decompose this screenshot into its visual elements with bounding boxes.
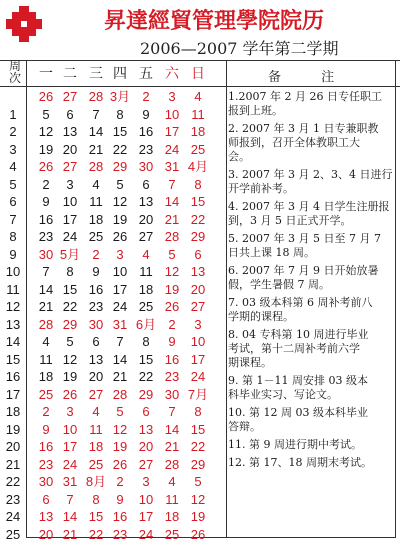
date-cell: 8 xyxy=(116,106,124,122)
date-cell: 20 xyxy=(138,439,154,454)
date-cell: 6 xyxy=(194,246,202,262)
week-header-line2: 次 xyxy=(8,71,21,85)
note-item: 11. 第 9 周进行期中考试。 xyxy=(228,438,362,451)
date-cell: 16 xyxy=(138,124,154,139)
date-cell: 27 xyxy=(62,159,78,174)
date-cell: 27 xyxy=(62,89,78,104)
week-number: 13 xyxy=(5,316,21,332)
date-cell: 20 xyxy=(88,369,104,384)
date-cell: 7月 xyxy=(187,386,209,402)
date-cell: 14 xyxy=(112,351,128,367)
date-cell: 2 xyxy=(168,316,176,332)
date-cell: 21 xyxy=(164,439,180,454)
date-cell: 22 xyxy=(62,299,78,314)
date-cell: 18 xyxy=(138,281,154,297)
date-cell: 27 xyxy=(138,229,154,244)
date-cell: 10 xyxy=(190,334,206,349)
date-cell: 21 xyxy=(112,369,128,384)
notes-header: 备 注 xyxy=(268,70,353,85)
date-cell: 28 xyxy=(164,456,180,472)
date-cell: 9 xyxy=(42,194,50,209)
date-cell: 28 xyxy=(164,229,180,244)
date-cell: 7 xyxy=(168,404,176,419)
date-cell: 21 xyxy=(88,141,104,157)
date-cell: 3月 xyxy=(109,89,131,104)
date-cell: 24 xyxy=(112,299,128,314)
date-cell: 17 xyxy=(190,351,206,367)
week-number: 6 xyxy=(9,194,17,209)
date-cell: 11 xyxy=(165,491,179,507)
date-cell: 28 xyxy=(88,159,104,174)
date-cell: 19 xyxy=(38,141,54,157)
date-cell: 26 xyxy=(112,229,128,244)
note-item: 7. 03 级本科第 6 周补考前八 学期的课程。 xyxy=(228,296,373,323)
date-cell: 4 xyxy=(42,334,50,349)
week-column-header xyxy=(2,60,28,86)
date-cell: 16 xyxy=(38,211,54,227)
date-cell: 11 xyxy=(191,106,205,122)
date-cell: 5 xyxy=(168,246,176,262)
date-cell: 28 xyxy=(38,316,54,332)
date-cell: 6 xyxy=(142,176,150,192)
date-cell: 16 xyxy=(112,509,128,524)
week-number: 9 xyxy=(9,246,17,262)
day-header: 四 xyxy=(113,65,127,81)
date-cell: 12 xyxy=(112,194,128,209)
date-cell: 13 xyxy=(190,264,206,279)
date-cell: 5 xyxy=(116,404,124,419)
date-cell: 23 xyxy=(138,141,154,157)
week-number: 18 xyxy=(5,404,21,419)
date-cell: 21 xyxy=(38,299,54,314)
date-cell: 7 xyxy=(66,491,74,507)
date-cell: 18 xyxy=(38,369,54,384)
date-cell: 6 xyxy=(42,491,50,507)
week-number: 23 xyxy=(5,491,21,507)
date-cell: 10 xyxy=(62,421,78,437)
date-cell: 9 xyxy=(142,106,150,122)
date-cell: 7 xyxy=(42,264,50,279)
date-cell: 22 xyxy=(112,141,128,157)
date-cell: 4 xyxy=(194,89,202,104)
week-number: 5 xyxy=(9,176,17,192)
date-cell: 8 xyxy=(194,176,202,192)
date-cell: 11 xyxy=(39,351,53,367)
date-cell: 23 xyxy=(38,229,54,244)
date-cell: 3 xyxy=(142,474,150,489)
date-cell: 17 xyxy=(138,509,154,524)
note-item: 6. 2007 年 7 月 9 日开始放暑 假，学生暑假 7 周。 xyxy=(228,264,379,291)
date-cell: 10 xyxy=(164,106,180,122)
grid-line xyxy=(226,60,227,538)
date-cell: 25 xyxy=(88,456,104,472)
school-name: 昇達經貿管理學院院历 xyxy=(104,8,325,34)
date-cell: 16 xyxy=(88,281,104,297)
date-cell: 28 xyxy=(88,89,104,104)
date-cell: 26 xyxy=(112,456,128,472)
note-item: 10. 第 12 周 03 级本科毕业 答辩。 xyxy=(228,406,368,433)
date-cell: 31 xyxy=(112,316,128,332)
date-cell: 12 xyxy=(38,124,54,139)
note-item: 5. 2007 年 3 月 5 日至 7 月 7 日共上课 18 周。 xyxy=(228,232,381,259)
date-cell: 25 xyxy=(38,386,54,402)
date-cell: 17 xyxy=(164,124,180,139)
date-cell: 3 xyxy=(66,176,74,192)
date-cell: 5 xyxy=(66,334,74,349)
note-item: 12. 第 17、18 周期末考试。 xyxy=(228,456,372,469)
date-cell: 30 xyxy=(164,386,180,402)
date-cell: 7 xyxy=(116,334,124,349)
date-cell: 9 xyxy=(92,264,100,279)
date-cell: 5 xyxy=(116,176,124,192)
date-cell: 15 xyxy=(112,124,128,139)
date-cell: 30 xyxy=(38,246,54,262)
week-number: 19 xyxy=(5,421,21,437)
date-cell: 17 xyxy=(62,439,78,454)
date-cell: 29 xyxy=(62,316,78,332)
week-number: 14 xyxy=(5,334,21,349)
date-cell: 2 xyxy=(42,404,50,419)
date-cell: 14 xyxy=(62,509,78,524)
date-cell: 9 xyxy=(116,491,124,507)
date-cell: 10 xyxy=(138,491,154,507)
date-cell: 6 xyxy=(142,404,150,419)
date-cell: 31 xyxy=(164,159,180,174)
date-cell: 9 xyxy=(168,334,176,349)
date-cell: 27 xyxy=(190,299,206,314)
week-number: 10 xyxy=(5,264,21,279)
date-cell: 8 xyxy=(194,404,202,419)
week-number: 7 xyxy=(9,211,17,227)
date-cell: 22 xyxy=(138,369,154,384)
date-cell: 29 xyxy=(112,159,128,174)
date-cell: 17 xyxy=(112,281,128,297)
week-number: 12 xyxy=(5,299,21,314)
date-cell: 18 xyxy=(88,211,104,227)
day-header: 一 xyxy=(39,65,53,81)
date-cell: 5 xyxy=(194,474,202,489)
date-cell: 13 xyxy=(88,351,104,367)
date-cell: 3 xyxy=(116,246,124,262)
date-cell: 16 xyxy=(38,439,54,454)
date-cell: 6 xyxy=(66,106,74,122)
date-cell: 2 xyxy=(42,176,50,192)
date-cell: 4 xyxy=(168,474,176,489)
date-cell: 13 xyxy=(138,194,154,209)
date-cell: 26 xyxy=(62,386,78,402)
date-cell: 29 xyxy=(138,386,154,402)
date-cell: 2 xyxy=(116,474,124,489)
date-cell: 21 xyxy=(62,526,78,542)
date-cell: 13 xyxy=(62,124,78,139)
date-cell: 13 xyxy=(138,421,154,437)
week-number: 17 xyxy=(5,386,21,402)
date-cell: 8 xyxy=(92,491,100,507)
date-cell: 11 xyxy=(89,194,103,209)
date-cell: 14 xyxy=(38,281,54,297)
date-cell: 22 xyxy=(190,439,206,454)
date-cell: 19 xyxy=(164,281,180,297)
date-cell: 27 xyxy=(88,386,104,402)
note-item: 9. 第 1－11 周安排 03 级本 科毕业实习、写论文。 xyxy=(228,374,368,401)
date-cell: 17 xyxy=(62,211,78,227)
date-cell: 23 xyxy=(38,456,54,472)
week-number: 8 xyxy=(9,229,17,244)
date-cell: 12 xyxy=(62,351,78,367)
top-rule xyxy=(0,60,400,61)
date-cell: 24 xyxy=(62,229,78,244)
day-header: 二 xyxy=(63,65,77,81)
date-cell: 15 xyxy=(62,281,78,297)
week-number: 20 xyxy=(5,439,21,454)
date-cell: 2 xyxy=(92,246,100,262)
date-cell: 14 xyxy=(88,124,104,139)
date-cell: 18 xyxy=(190,124,206,139)
date-cell: 12 xyxy=(190,491,206,507)
date-cell: 2 xyxy=(142,89,150,104)
date-cell: 24 xyxy=(138,526,154,542)
date-cell: 14 xyxy=(164,421,180,437)
date-cell: 15 xyxy=(190,421,206,437)
date-cell: 20 xyxy=(62,141,78,157)
date-cell: 25 xyxy=(190,141,206,157)
date-cell: 4 xyxy=(142,246,150,262)
date-cell: 7 xyxy=(168,176,176,192)
day-header: 五 xyxy=(139,65,153,81)
date-cell: 18 xyxy=(164,509,180,524)
date-cell: 15 xyxy=(88,509,104,524)
date-cell: 13 xyxy=(38,509,54,524)
date-cell: 12 xyxy=(112,421,128,437)
date-cell: 21 xyxy=(164,211,180,227)
date-cell: 14 xyxy=(164,194,180,209)
week-number: 16 xyxy=(5,369,21,384)
date-cell: 3 xyxy=(66,404,74,419)
date-cell: 3 xyxy=(168,89,176,104)
date-cell: 19 xyxy=(62,369,78,384)
date-cell: 7 xyxy=(92,106,100,122)
date-cell: 22 xyxy=(88,526,104,542)
date-cell: 3 xyxy=(194,316,202,332)
date-cell: 15 xyxy=(138,351,154,367)
date-cell: 4 xyxy=(92,404,100,419)
term-title: 2006—2007 学年第二学期 xyxy=(140,39,339,58)
date-cell: 26 xyxy=(38,89,54,104)
date-cell: 29 xyxy=(190,229,206,244)
date-cell: 10 xyxy=(62,194,78,209)
week-number: 22 xyxy=(5,474,21,489)
week-number: 2 xyxy=(9,124,17,139)
date-cell: 6 xyxy=(92,334,100,349)
week-number: 15 xyxy=(5,351,21,367)
date-cell: 5 xyxy=(42,106,50,122)
date-cell: 26 xyxy=(164,299,180,314)
note-item: 2. 2007 年 3 月 1 日专兼职教 师报到，召开全体教职工大 会。 xyxy=(228,122,379,163)
school-logo-icon xyxy=(4,4,44,44)
day-header: 三 xyxy=(89,65,103,81)
week-number: 11 xyxy=(6,281,20,297)
date-cell: 31 xyxy=(62,474,78,489)
notes-list xyxy=(228,90,396,474)
note-item: 8. 04 专科第 10 周进行毕业 考试，第十二周补考前六学 期课程。 xyxy=(228,328,369,369)
grid-line xyxy=(26,60,27,538)
date-cell: 24 xyxy=(164,141,180,157)
date-cell: 20 xyxy=(138,211,154,227)
week-number: 4 xyxy=(9,159,17,174)
week-number: 1 xyxy=(9,106,17,122)
date-cell: 25 xyxy=(138,299,154,314)
date-cell: 19 xyxy=(112,211,128,227)
date-cell: 24 xyxy=(190,369,206,384)
date-cell: 23 xyxy=(88,299,104,314)
date-cell: 30 xyxy=(138,159,154,174)
day-header: 六 xyxy=(165,65,179,81)
date-cell: 30 xyxy=(38,474,54,489)
date-cell: 18 xyxy=(88,439,104,454)
day-header: 日 xyxy=(191,65,205,81)
date-cell: 23 xyxy=(164,369,180,384)
week-header-line1: 周 xyxy=(8,59,21,73)
date-cell: 11 xyxy=(139,264,153,279)
calendar-header xyxy=(0,0,400,60)
date-cell: 30 xyxy=(88,316,104,332)
date-cell: 8 xyxy=(66,264,74,279)
date-cell: 9 xyxy=(42,421,50,437)
date-cell: 19 xyxy=(112,439,128,454)
date-cell: 8月 xyxy=(85,474,107,489)
date-cell: 5月 xyxy=(59,246,81,262)
note-item: 1.2007 年 2 月 26 日专任职工 报到上班。 xyxy=(228,90,382,117)
date-cell: 24 xyxy=(62,456,78,472)
date-cell: 22 xyxy=(190,211,206,227)
date-cell: 8 xyxy=(142,334,150,349)
date-cell: 4 xyxy=(92,176,100,192)
date-cell: 19 xyxy=(190,509,206,524)
date-cell: 29 xyxy=(190,456,206,472)
header-rule xyxy=(0,86,400,87)
date-cell: 6月 xyxy=(135,316,157,332)
date-cell: 20 xyxy=(38,526,54,542)
date-cell: 20 xyxy=(190,281,206,297)
date-cell: 28 xyxy=(112,386,128,402)
date-cell: 25 xyxy=(88,229,104,244)
week-number: 25 xyxy=(5,526,21,542)
date-cell: 16 xyxy=(164,351,180,367)
date-cell: 26 xyxy=(38,159,54,174)
date-cell: 11 xyxy=(89,421,103,437)
date-cell: 15 xyxy=(190,194,206,209)
note-item: 4. 2007 年 3 月 4 日学生注册报 到，3 月 5 日正式开学。 xyxy=(228,200,390,227)
date-cell: 25 xyxy=(164,526,180,542)
date-cell: 10 xyxy=(112,264,128,279)
date-cell: 12 xyxy=(164,264,180,279)
week-number xyxy=(0,88,26,106)
week-number: 3 xyxy=(9,141,17,157)
date-cell: 4月 xyxy=(187,159,209,174)
date-cell: 26 xyxy=(190,526,206,542)
note-item: 3. 2007 年 3 月 2、3、4 日进行 开学前补考。 xyxy=(228,168,393,195)
week-number: 24 xyxy=(5,509,21,524)
date-cell: 23 xyxy=(112,526,128,542)
date-cell: 27 xyxy=(138,456,154,472)
week-number: 21 xyxy=(5,456,21,472)
